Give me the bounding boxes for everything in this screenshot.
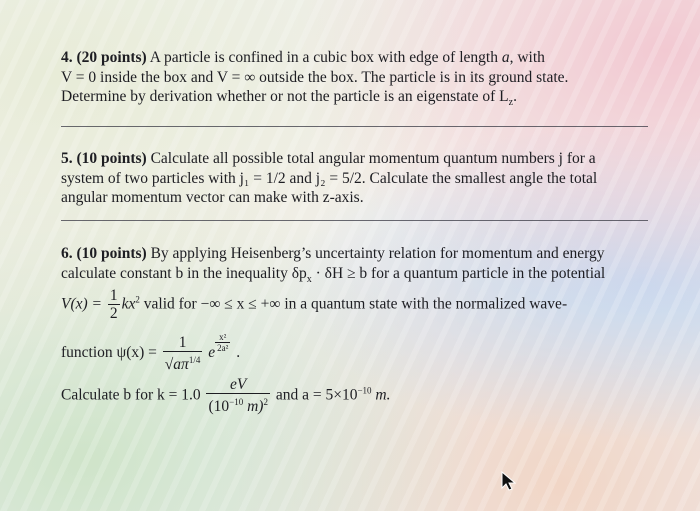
fn-fraction bbox=[163, 335, 203, 373]
wavefunction-equation bbox=[61, 332, 240, 373]
q4-text-b: , with bbox=[509, 49, 545, 66]
mouse-cursor-icon bbox=[500, 470, 518, 492]
q5-number: 5. bbox=[61, 150, 73, 167]
q5-line2: system of two particles with j₁ = 1/2 and j₂ = 5/2. Calculate the smallest angle the total bbox=[61, 169, 598, 187]
fn-exp-num: x² bbox=[215, 332, 230, 343]
q4-number: 4. bbox=[61, 49, 73, 66]
q5-line1: Calculate all possible total angular momentum quantum numbers j for a bbox=[150, 150, 596, 167]
calc-num: eV bbox=[206, 377, 269, 394]
v-fraction bbox=[108, 288, 120, 322]
calc-label: Calculate b for k = 1.0 bbox=[61, 386, 201, 404]
v-rhs: kx bbox=[121, 295, 136, 313]
q4-text-a: A particle is confined in a cubic box with edge of length bbox=[149, 49, 498, 66]
q4-line2: V = 0 inside the box and V = ∞ outside the box. The particle is in its ground state. bbox=[61, 68, 569, 86]
q6-line2-b: · δH ≥ b for a quantum particle in the potential bbox=[311, 264, 606, 282]
q6-line2: calculate constant b in the inequality δp bbox=[61, 264, 307, 282]
fn-exp-den: 2a² bbox=[217, 343, 229, 353]
q4-var-a: a bbox=[501, 49, 510, 66]
fn-end: . bbox=[236, 344, 241, 362]
calc-den-wrap bbox=[206, 394, 269, 415]
divider-2 bbox=[61, 220, 648, 221]
q6-line1: By applying Heisenberg’s uncertainty relation for momentum and energy bbox=[150, 245, 605, 262]
question-6 bbox=[61, 244, 646, 289]
q6-line2-sub: x bbox=[306, 273, 312, 285]
v-tail: valid for −∞ ≤ x ≤ +∞ in a quantum state with the normalized wave- bbox=[139, 295, 568, 313]
calculate-line bbox=[61, 377, 390, 415]
q4-line3-end: . bbox=[513, 88, 517, 105]
v-lhs: V(x) = bbox=[61, 295, 103, 313]
q5-line3: angular momentum vector can make with z-axis. bbox=[61, 189, 364, 206]
question-4 bbox=[61, 48, 646, 113]
fn-exponent bbox=[215, 332, 230, 353]
v-num: 1 bbox=[109, 287, 118, 304]
q4-line3: Determine by derivation whether or not the particle is an eigenstate of L bbox=[61, 88, 509, 105]
q4-line3-sub: z bbox=[508, 97, 514, 109]
calc-tail-end: m. bbox=[371, 386, 391, 404]
divider-1 bbox=[61, 126, 648, 127]
calc-tail: and a = 5×10 bbox=[275, 386, 358, 404]
v-den: 2 bbox=[109, 305, 118, 322]
calc-den-sup2: 2 bbox=[263, 397, 268, 407]
calc-den: (10 bbox=[208, 398, 230, 416]
question-5 bbox=[61, 149, 646, 208]
fn-label: function ψ(x) = bbox=[61, 344, 157, 362]
calc-den-sup: −10 bbox=[229, 397, 244, 407]
fn-exp-base: e bbox=[208, 344, 216, 362]
calc-tail-sup: −10 bbox=[357, 385, 372, 396]
potential-equation bbox=[61, 288, 567, 322]
q5-points: (10 points) bbox=[76, 150, 147, 167]
calc-fraction bbox=[206, 377, 269, 415]
q6-points: (10 points) bbox=[76, 245, 147, 262]
calc-den-end: m) bbox=[243, 398, 264, 416]
fn-den: √aπ bbox=[164, 355, 189, 373]
fn-den-wrap bbox=[163, 352, 203, 373]
v-rhs-sup: 2 bbox=[135, 294, 140, 305]
q4-points: (20 points) bbox=[76, 49, 147, 66]
fn-den-sup: 1/4 bbox=[188, 354, 201, 365]
q6-number: 6. bbox=[61, 245, 73, 262]
fn-num: 1 bbox=[163, 335, 203, 352]
